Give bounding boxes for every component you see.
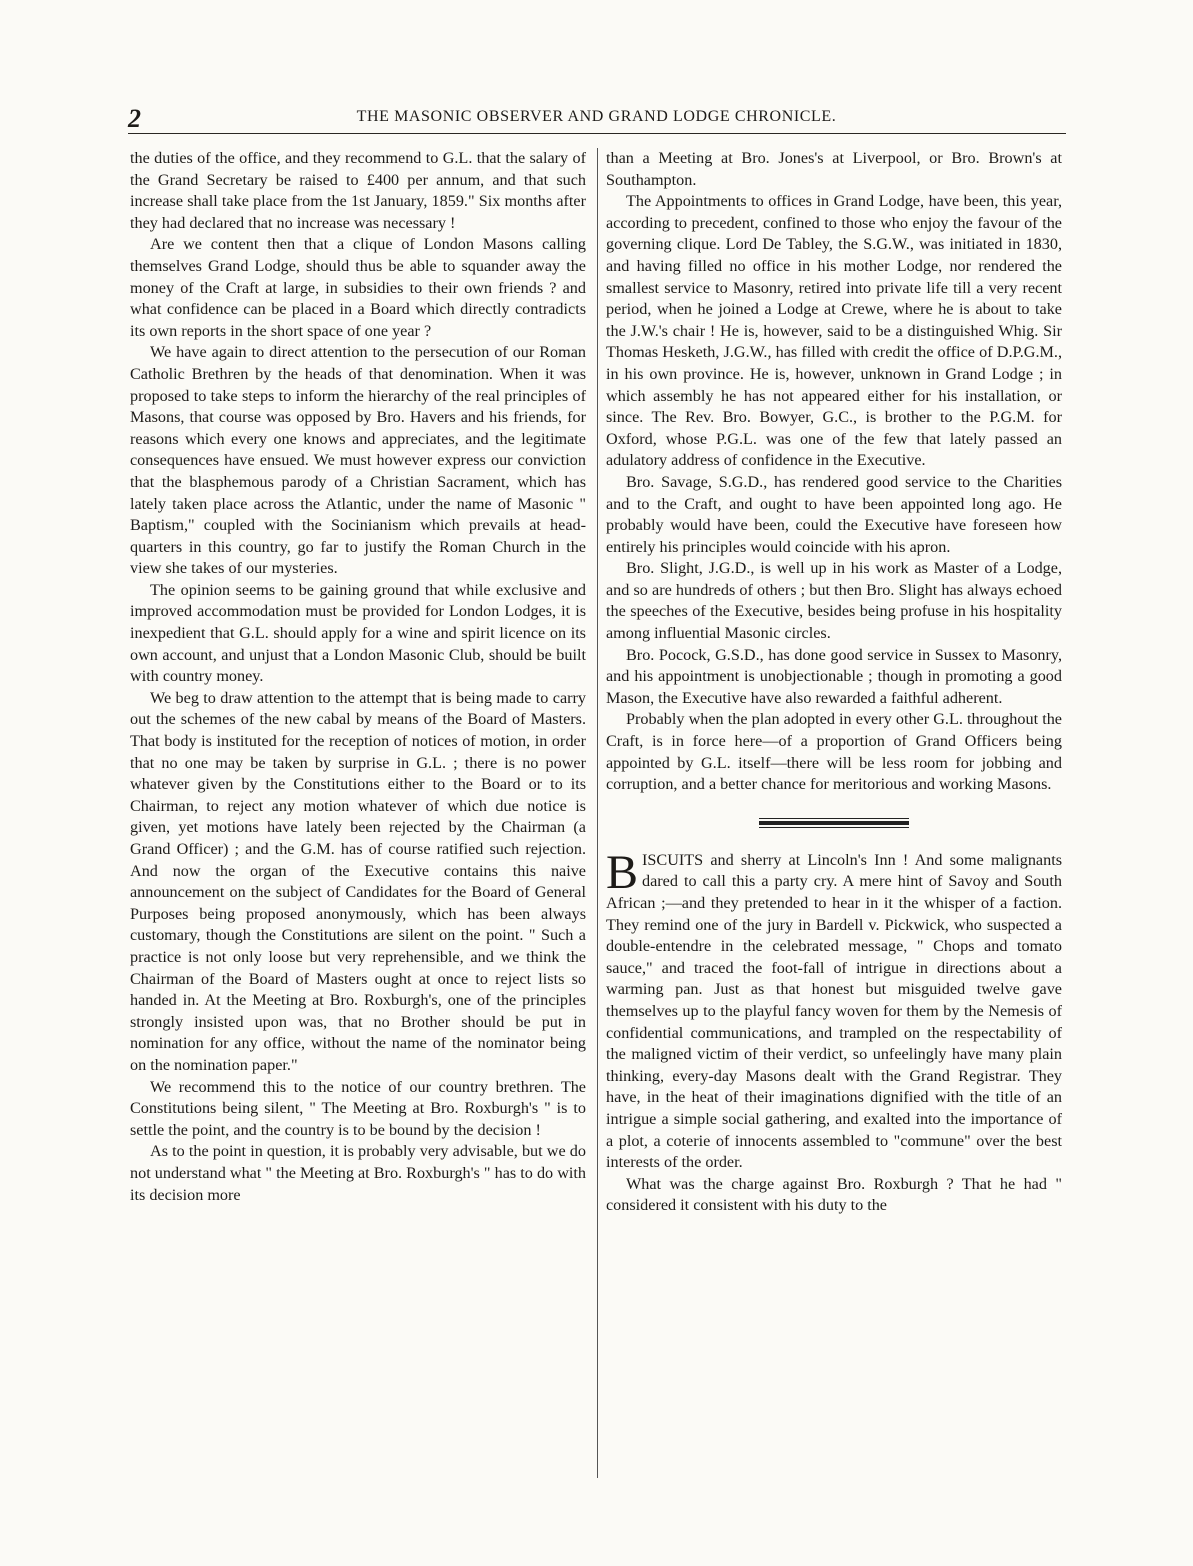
paragraph: Bro. Pocock, G.S.D., has done good service in Sussex to Masonry, and his appointment is unobjectionable ; though in promoting a good Mason, the Executive have also rewarded a faithful adherent. — [606, 645, 1062, 707]
page-number: 2 — [128, 104, 141, 133]
paragraph: What was the charge against Bro. Roxburgh ? That he had " considered it consistent with his duty to the — [606, 1174, 1062, 1215]
paragraph: The Appointments to offices in Grand Lodge, have been, this year, according to precedent, confined to those who enjoy the favour of the governing clique. Lord De Tabley, the S.G.W., was initiated in 1830, and having filled no office in his mother Lodge, nor rendered the smallest service to Masonry, retired into private life till a very recent period, when he joined a Lodge at Crewe, where he is about to take the J.W.'s chair ! He is, however, said to be a distinguished Whig. Sir Thomas Hesketh, J.G.W., has filled with credit the office of D.P.G.M., in his own province. He is, however, unknown in Grand Lodge ; in which assembly he has not appeared either for his installation, or since. The Rev. Bro. Bowyer, G.C., is brother to the P.G.M. for Oxford, whose P.G.L. was one of the few that lately passed an adulatory address of confidence in the Executive. — [606, 192, 1062, 470]
drop-cap: B — [606, 845, 639, 899]
paragraph: Bro. Savage, S.G.D., has rendered good service to the Charities and to the Craft, and ought to have been appointed long ago. He probably would have been, could the Executive have foreseen how entirely his principles would coincide with his apron. — [606, 472, 1062, 556]
section-ornament — [606, 818, 1062, 828]
right-column — [606, 148, 1062, 1217]
article-text: ISCUITS and sherry at Lincoln's Inn ! And some malignants dared to call this a party cry. A mere hint of Savoy and South African ;—and they pretended to hear in it the whisper of a faction. They remind one of the jury in Bardell v. Pickwick, who suspected a double-entendre in the celebrated message, " Chops and tomato sauce," and traced the foot-fall of intrigue in directions about a warming pan. Just as that honest but misguided twelve gave themselves up to the playful fancy woven for them by the Nemesis of confidential communications, and trampled on the respectability of the maligned victim of their verdict, so unfeelingly have many plain thinking, every-day Masons dealt with the Grand Registrar. They have, in the heat of their imaginations dignified with the title of an intrigue a simple social gathering, and exalted into the importance of a plot, a coterie of innocents assembled to "commune" over the best interests of the order. — [606, 850, 1062, 1172]
paragraph: The opinion seems to be gaining ground that while exclusive and improved accommodation must be provided for London Lodges, it is inexpedient that G.L. should apply for a wine and spirit licence on its own account, and unjust that a London Masonic Club, should be built with country money. — [130, 580, 586, 686]
paragraph: We recommend this to the notice of our country brethren. The Constitutions being silent, " The Meeting at Bro. Roxburgh's " is to settle the point, and the country is to be bound by the decision ! — [130, 1077, 586, 1139]
article-paragraph — [606, 845, 1062, 1174]
paragraph: Are we content then that a clique of London Masons calling themselves Grand Lodge, should thus be able to squander away the money of the Craft at large, in subsidies to their own friends ? and what confidence can be placed in a Board which directly contradicts its own reports in the short space of one year ? — [130, 235, 586, 340]
paragraph: Bro. Slight, J.G.D., is well up in his work as Master of a Lodge, and so are hundreds of others ; but then Bro. Slight has always echoed the speeches of the Executive, besides being profuse in his hospitality among influential Masonic circles. — [606, 559, 1062, 643]
paragraph: than a Meeting at Bro. Jones's at Liverpool, or Bro. Brown's at Southampton. — [606, 149, 1062, 189]
left-column — [130, 148, 586, 1206]
paragraph: As to the point in question, it is probably very advisable, but we do not understand what " the Meeting at Bro. Roxburgh's " has to do with its decision more — [130, 1142, 586, 1204]
running-title: THE MASONIC OBSERVER AND GRAND LODGE CHRONICLE. — [356, 108, 837, 125]
header-rule — [128, 133, 1066, 134]
column-divider — [597, 148, 598, 1478]
paragraph: We have again to direct attention to the persecution of our Roman Catholic Brethren by the heads of that denomination. When it was proposed to take steps to inform the hierarchy of the real principles of Masons, that course was opposed by Bro. Havers and his friends, for reasons which every one knows and appreciates, and the legitimate consequences have ensued. We must however express our conviction that the blasphemous parody of a Christian Sacrament, which has lately taken place across the Atlantic, under the name of Masonic " Baptism," coupled with the Socinianism which prevails at head-quarters in this country, go far to justify the Roman Church in the view she takes of our mysteries. — [130, 343, 586, 578]
paragraph: the duties of the office, and they recommend to G.L. that the salary of the Grand Secretary be raised to £400 per annum, and that such increase shall take place from the 1st January, 1859." Six months after they had declared that no increase was necessary ! — [130, 149, 586, 232]
paragraph: Probably when the plan adopted in every other G.L. throughout the Craft, is in force here—of a proportion of Grand Officers being appointed by G.L. itself—there will be less room for jobbing and corruption, and a better chance for meritorious and working Masons. — [606, 710, 1062, 794]
paragraph: We beg to draw attention to the attempt that is being made to carry out the schemes of the new cabal by means of the Board of Masters. That body is instituted for the reception of notices of motion, in order that no one may be taken by surprise in G.L. ; there is no power whatever given by the Constitutions either to the Board or to its Chairman, to reject any motion whatever of which due notice is given, yet motions have lately been rejected by the Chairman (a Grand Officer) ; and the G.M. has of course ratified such rejection. And now the organ of the Executive contains this naive announcement on the subject of Candidates for the Board of General Purposes being proposed anonymously, which has been always customary, though the Constitutions are silent on the point. " Such a practice is not only loose but very reprehensible, and we think the Chairman of the Board of Masters ought at once to reject lists so handed in. At the Meeting at Bro. Roxburgh's, one of the principles strongly insisted upon was, that no Brother should be put in nomination for any office, without the name of the nominator being on the nomination paper." — [130, 688, 586, 1074]
